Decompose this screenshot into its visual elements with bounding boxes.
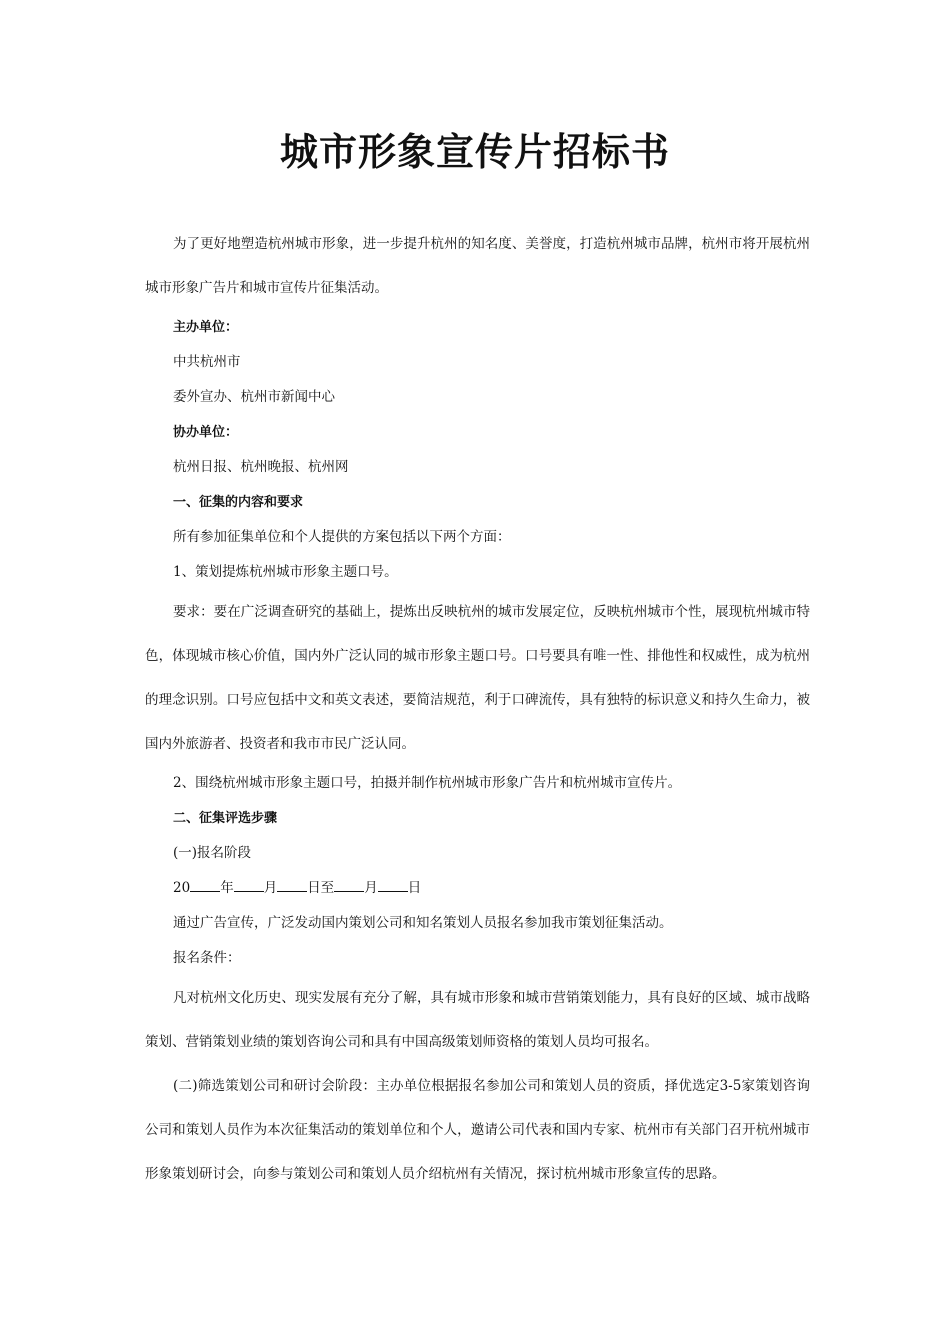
date-month-label-2: 月 [364, 880, 378, 896]
stage-1-text: 通过广告宣传，广泛发动国内策划公司和知名策划人员报名参加我市策划征集活动。 [173, 915, 673, 931]
date-blank [378, 879, 408, 892]
date-day-label: 日 [407, 880, 422, 896]
date-blank [277, 879, 307, 892]
co-organizer-line: 杭州日报、杭州晚报、杭州网 [173, 459, 349, 475]
section-1-requirement: 要求：要在广泛调查研究的基础上，提炼出反映杭州的城市发展定位，反映杭州城市个性，展现杭州城市特色，体现城市核心价值，国内外广泛认同的城市形象主题口号。口号要具有唯一性、排他性和权威性，成为杭州的理念识别。口号应包括中文和英文表述，要简洁规范，利于口碑流传，具有独特的标识意义和持久生命力，被国内外旅游者、投资者和我市市民广泛认同。 [145, 604, 810, 752]
section-1-item-2: 2、围绕杭州城市形象主题口号，拍摄并制作杭州城市形象广告片和杭州城市宣传片。 [173, 775, 682, 791]
date-line [145, 871, 810, 906]
document-body [145, 222, 810, 1196]
conditions-text: 凡对杭州文化历史、现实发展有充分了解，具有城市形象和城市营销策划能力，具有良好的区域、城市战略策划、营销策划业绩的策划咨询公司和具有中国高级策划师资格的策划人员均可报名。 [145, 990, 810, 1050]
conditions-heading: 报名条件： [173, 950, 241, 966]
date-day-to-label: 日至 [307, 880, 335, 896]
section-1-intro: 所有参加征集单位和个人提供的方案包括以下两个方面： [173, 529, 511, 545]
date-blank [190, 879, 220, 892]
section-1-heading: 一、征集的内容和要求 [173, 495, 304, 510]
date-year-label: 年 [220, 880, 234, 896]
date-month-label: 月 [263, 880, 278, 896]
organizer-heading: 主办单位： [173, 320, 239, 335]
date-blank [334, 879, 364, 892]
date-year-prefix: 20 [173, 880, 191, 896]
organizer-line-1: 中共杭州市 [173, 354, 241, 370]
date-blank [234, 879, 264, 892]
section-1-item-1: 1、策划提炼杭州城市形象主题口号。 [173, 564, 398, 580]
intro-paragraph: 为了更好地塑造杭州城市形象，进一步提升杭州的知名度、美誉度，打造杭州城市品牌，杭州市将开展杭州城市形象广告片和城市宣传片征集活动。 [145, 236, 810, 296]
section-2-heading: 二、征集评选步骤 [173, 811, 278, 826]
document-title: 城市形象宣传片招标书 [279, 129, 670, 174]
co-organizer-heading: 协办单位： [173, 425, 239, 440]
organizer-line-2: 委外宣办、杭州市新闻中心 [173, 389, 335, 405]
stage-1-heading: (一)报名阶段 [173, 845, 252, 861]
stage-2-text: (二)筛选策划公司和研讨会阶段：主办单位根据报名参加公司和策划人员的资质，择优选定3-5家策划咨询公司和策划人员作为本次征集活动的策划单位和个人，邀请公司代表和国内专家、杭州市有关部门召开杭州城市形象策划研讨会，向参与策划公司和策划人员介绍杭州有关情况，探讨杭州城市形象宣传的思路。 [145, 1078, 810, 1182]
